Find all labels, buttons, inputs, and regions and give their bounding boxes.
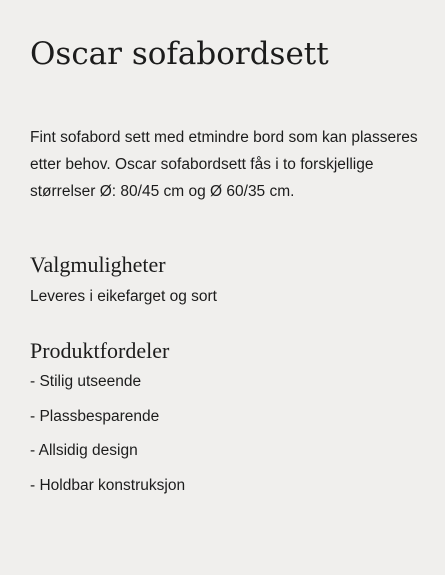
benefit-item: - Plassbesparende — [30, 407, 160, 425]
benefits-list — [30, 370, 185, 508]
benefits-heading: Produktfordeler — [30, 338, 170, 363]
options-text: Leveres i eikefarget og sort — [30, 288, 217, 305]
benefit-item: - Holdbar konstruksjon — [30, 476, 186, 494]
benefit-item: - Stilig utseende — [30, 373, 142, 390]
product-description: Fint sofabord sett med etmindre bord som kan plasseres etter behov. Oscar sofabordsett fås i to forskjellige størrelser Ø: 80/45 cm og Ø 60/35 cm. — [30, 129, 418, 200]
product-title: Oscar sofabordsett — [30, 36, 329, 72]
benefit-item: - Allsidig design — [30, 442, 138, 459]
options-heading: Valgmuligheter — [30, 252, 166, 277]
